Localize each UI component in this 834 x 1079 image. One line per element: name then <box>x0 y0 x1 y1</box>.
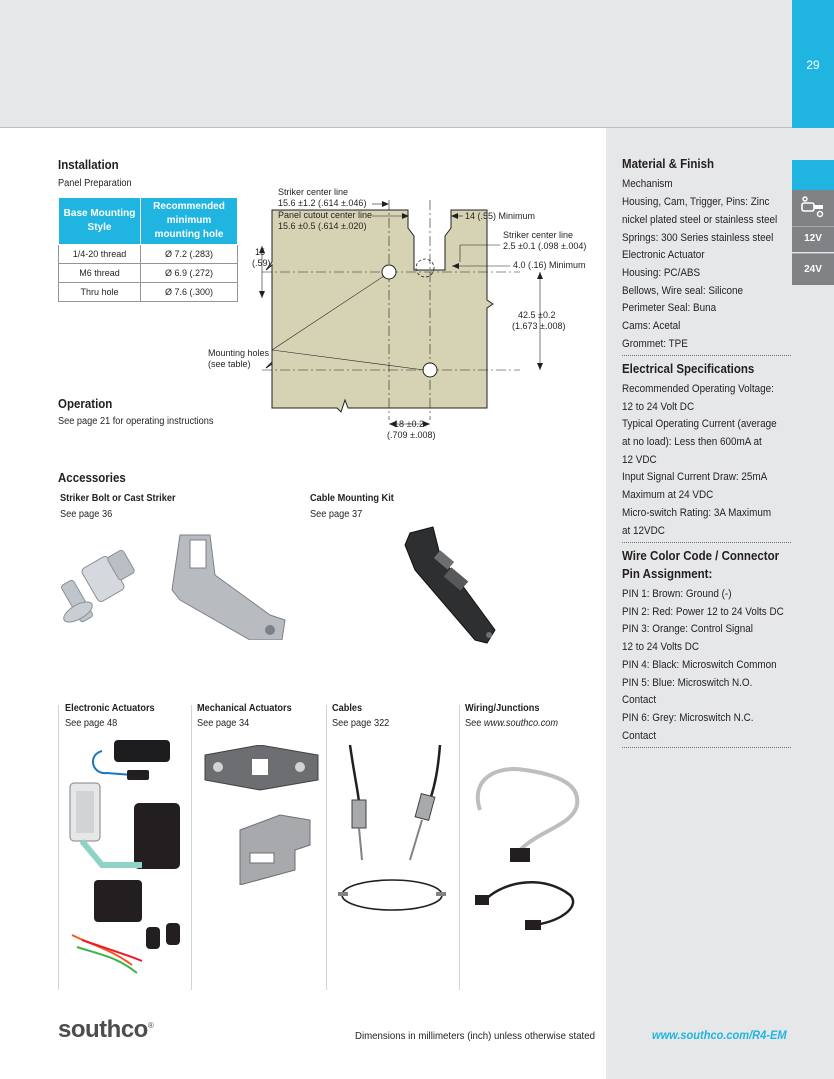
wiring-title: Wiring/Junctions <box>465 703 540 714</box>
dim-striker-center-2-val: 2.5 ±0.1 (.098 ±.004) <box>503 241 587 251</box>
operation-text: See page 21 for operating instructions <box>58 416 214 427</box>
electrical-title: Electrical Specifications <box>622 362 755 376</box>
footer-link[interactable]: www.southco.com/R4-EM <box>652 1028 787 1042</box>
divider <box>191 705 192 990</box>
dim-see-table: (see table) <box>208 359 251 369</box>
material-line: nickel plated steel or stainless steel <box>622 214 778 226</box>
electronic-ref[interactable]: See page 48 <box>65 718 118 729</box>
cables-image <box>330 740 456 925</box>
dim-min-14: 14 (.55) Minimum <box>465 211 536 221</box>
dim-striker-center-2: Striker center line <box>503 230 574 240</box>
table-header-hole: Recommended minimum mounting hole <box>141 198 238 245</box>
panel-cutout-diagram <box>200 180 600 445</box>
page-number: 29 <box>792 0 834 128</box>
mounting-hole <box>382 265 396 279</box>
side-tab-accent <box>792 160 834 190</box>
cable-kit-ref[interactable]: See page 37 <box>310 509 363 520</box>
divider <box>459 705 460 990</box>
side-tab-12v[interactable]: 12V <box>792 226 834 252</box>
divider <box>326 705 327 990</box>
latch-icon <box>800 196 826 218</box>
mounting-hole <box>423 363 437 377</box>
divider <box>622 542 791 543</box>
cables-ref[interactable]: See page 322 <box>332 718 390 729</box>
electrical-line: Input Signal Current Draw: 25mA <box>622 471 768 483</box>
installation-title: Installation <box>58 158 119 172</box>
wire-line: Contact <box>622 730 657 742</box>
dim-42-in: (1.673 ±.008) <box>512 321 566 331</box>
table-cell: Ø 6.9 (.272) <box>141 264 238 283</box>
electronic-title: Electronic Actuators <box>65 703 155 714</box>
divider <box>58 705 59 990</box>
material-line: Bellows, Wire seal: Silicone <box>622 285 744 297</box>
electrical-line: Typical Operating Current (average <box>622 418 777 430</box>
electrical-line: Maximum at 24 VDC <box>622 489 714 501</box>
electrical-line: 12 to 24 Volt DC <box>622 401 695 413</box>
wire-line: PIN 5: Blue: Microswitch N.O. <box>622 677 753 689</box>
dimensions-note: Dimensions in millimeters (inch) unless otherwise stated <box>355 1030 595 1042</box>
wire-line: PIN 6: Grey: Microswitch N.C. <box>622 712 754 724</box>
mechanical-ref[interactable]: See page 34 <box>197 718 250 729</box>
side-tab-24v[interactable]: 24V <box>792 253 834 285</box>
southco-logo <box>58 1016 153 1044</box>
electrical-line: 12 VDC <box>622 454 657 466</box>
electrical-line: at no load): Less then 600mA at <box>622 436 762 448</box>
wire-line: Contact <box>622 694 657 706</box>
electrical-line: Recommended Operating Voltage: <box>622 383 774 395</box>
dim-min-4: 4.0 (.16) Minimum <box>513 260 586 270</box>
wiring-ref[interactable] <box>465 718 558 729</box>
table-cell: Ø 7.6 (.300) <box>141 283 238 302</box>
material-line: Mechanism <box>622 178 673 190</box>
material-line: Grommet: TPE <box>622 338 688 350</box>
table-header-style: Base Mounting Style <box>59 198 141 245</box>
dim-mounting-holes: Mounting holes <box>208 348 270 358</box>
panel-shape <box>266 210 493 412</box>
operation-title: Operation <box>58 397 113 411</box>
wire-line: PIN 2: Red: Power 12 to 24 Volts DC <box>622 606 784 618</box>
material-line: Housing, Cam, Trigger, Pins: Zinc <box>622 196 770 208</box>
dim-18: 18 ±0.2 <box>394 419 424 429</box>
table-cell: Ø 7.2 (.283) <box>141 245 238 264</box>
dim-striker-center: Striker center line <box>278 187 349 197</box>
material-line: Electronic Actuator <box>622 249 705 261</box>
striker-ref[interactable]: See page 36 <box>60 509 113 520</box>
wiring-ref-prefix: See <box>465 718 484 729</box>
material-line: Perimeter Seal: Buna <box>622 302 717 314</box>
dim-striker-center-val: 15.6 ±1.2 (.614 ±.046) <box>278 198 367 208</box>
installation-subtitle: Panel Preparation <box>58 178 132 189</box>
wire-title-1: Wire Color Code / Connector <box>622 549 780 563</box>
material-title: Material & Finish <box>622 157 715 171</box>
dim-15-in: (.59) <box>252 258 271 268</box>
wire-line: PIN 4: Black: Microswitch Common <box>622 659 777 671</box>
side-tab-latch[interactable] <box>792 190 834 226</box>
cable-kit-title: Cable Mounting Kit <box>310 493 394 504</box>
wiring-ref-link[interactable]: www.southco.com <box>483 718 559 729</box>
dim-42: 42.5 ±0.2 <box>518 310 556 320</box>
divider <box>622 355 791 356</box>
accessories-title: Accessories <box>58 471 126 485</box>
mechanical-title: Mechanical Actuators <box>197 703 292 714</box>
striker-title: Striker Bolt or Cast Striker <box>60 493 176 504</box>
dim-15: 15 <box>255 247 266 257</box>
page-header <box>0 0 834 128</box>
electrical-line: at 12VDC <box>622 525 665 537</box>
table-cell: 1/4-20 thread <box>59 245 141 264</box>
material-line: Housing: PC/ABS <box>622 267 701 279</box>
electronic-actuators-image <box>62 735 190 980</box>
wiring-image <box>465 760 590 950</box>
wire-line: 12 to 24 Volts DC <box>622 641 700 653</box>
dim-panel-cutout: Panel cutout center line <box>278 210 373 220</box>
wire-line: PIN 1: Brown: Ground (-) <box>622 588 732 600</box>
table-cell: Thru hole <box>59 283 141 302</box>
cables-title: Cables <box>332 703 363 714</box>
striker-image <box>60 530 300 640</box>
electrical-line: Micro-switch Rating: 3A Maximum <box>622 507 772 519</box>
cable-kit-image <box>395 525 505 645</box>
mechanical-actuators-image <box>200 745 324 885</box>
wire-line: PIN 3: Orange: Control Signal <box>622 623 753 635</box>
logo-trademark: ® <box>147 1021 154 1030</box>
dim-18-in: (.709 ±.008) <box>387 430 436 440</box>
dim-panel-cutout-val: 15.6 ±0.5 (.614 ±.020) <box>278 221 367 231</box>
material-line: Cams: Acetal <box>622 320 681 332</box>
table-cell: M6 thread <box>59 264 141 283</box>
logo-text: southco <box>58 1016 148 1043</box>
divider <box>622 747 791 748</box>
wire-title-2: Pin Assignment: <box>622 567 713 581</box>
material-line: Springs: 300 Series stainless steel <box>622 232 774 244</box>
